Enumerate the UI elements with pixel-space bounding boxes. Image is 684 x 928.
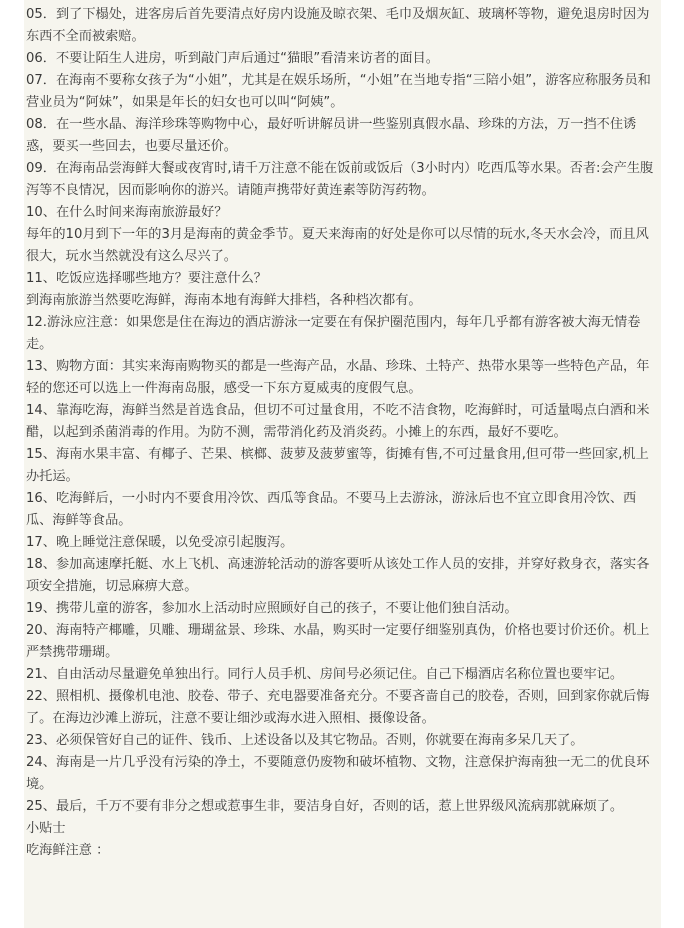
paragraph-16: 16、吃海鲜后，一小时内不要食用冷饮、西瓜等食品。不要马上去游泳，游泳后也不宜立即食用冷饮、西瓜、海鲜等食品。 xyxy=(26,491,637,528)
seafood-notes-heading: 吃海鲜注意 ： xyxy=(26,843,110,858)
question-10: 10、在什么时间来海南旅游最好？ xyxy=(26,205,228,220)
article-body xyxy=(24,0,661,928)
paragraph-15: 15、海南水果丰富、有椰子、芒果、槟榔、菠萝及菠萝蜜等，街摊有售,不可过量食用,但可带一些回家,机上办托运。 xyxy=(26,447,649,484)
paragraph-21: 21、自由活动尽量避免单独出行。同行人员手机、房间号必须记住。自己下榻酒店名称位置也要牢记。 xyxy=(26,667,624,682)
tips-heading: 小贴士 xyxy=(26,821,66,836)
paragraph-08: 08．在一些水晶、海洋珍珠等购物中心，最好听讲解员讲一些鉴别真假水晶、珍珠的方法，万一挡不住诱惑，要买一些回去，也要尽量还价。 xyxy=(26,117,637,154)
paragraph-24: 24、海南是一片几乎没有污染的净土，不要随意仍废物和破坏植物、文物，注意保护海南独一无二的优良环境。 xyxy=(26,755,650,792)
paragraph-09: 09．在海南品尝海鲜大餐或夜宵时,请千万注意不能在饭前或饭后（3小时内）吃西瓜等水果。否者:会产生腹泻等不良情况，因而影响你的游兴。请随声携带好黄连素等防泻药物。 xyxy=(26,161,654,198)
paragraph-12: 12.游泳应注意：如果您是住在海边的酒店游泳一定要在有保护圈范围内，每年几乎都有游客被大海无情卷走。 xyxy=(26,315,641,352)
paragraph-17: 17、晚上睡觉注意保暖，以免受凉引起腹泻。 xyxy=(26,535,294,550)
paragraph-13: 13、购物方面：其实来海南购物买的都是一些海产品，水晶、珍珠、土特产、热带水果等一些特色产品，年轻的您还可以选上一件海南岛服，感受一下东方夏威夷的度假气息。 xyxy=(26,359,650,396)
paragraph-06: 06．不要让陌生人进房，听到敲门声后通过“猫眼”看清来访者的面目。 xyxy=(26,51,439,66)
paragraph-18: 18、参加高速摩托艇、水上飞机、高速游轮活动的游客要听从该处工作人员的安排，并穿好救身衣，落实各项安全措施，切忌麻痹大意。 xyxy=(26,557,650,594)
paragraph-05: 05．到了下榻处，进客房后首先要清点好房内设施及晾衣架、毛巾及烟灰缸、玻璃杯等物，避免退房时因为东西不全而被索赔。 xyxy=(26,7,650,44)
paragraph-14: 14、靠海吃海，海鲜当然是首选食品，但切不可过量食用，不吃不洁食物，吃海鲜时，可适量喝点白酒和米醋，以起到杀菌消毒的作用。为防不测，需带消化药及消炎药。小摊上的东西，最好不要吃。 xyxy=(26,403,650,440)
paragraph-22: 22、照相机、摄像机电池、胶卷、带子、充电器要准备充分。不要吝啬自己的胶卷，否则，回到家你就后悔了。在海边沙滩上游玩，注意不要让细沙或海水进入照相、摄像设备。 xyxy=(26,689,650,726)
question-11: 11、吃饭应选择哪些地方？要注意什么？ xyxy=(26,271,267,286)
answer-10: 每年的10月到下一年的3月是海南的黄金季节。夏天来海南的好处是你可以尽情的玩水,冬天水会冷，而且风很大，玩水当然就没有这么尽兴了。 xyxy=(26,227,649,264)
article-text xyxy=(24,0,661,862)
paragraph-25: 25、最后，千万不要有非分之想或惹事生非，要洁身自好，否则的话，惹上世界级风流病那就麻烦了。 xyxy=(26,799,624,814)
paragraph-07: 07．在海南不要称女孩子为“小姐”，尤其是在娱乐场所，“小姐”在当地专指“三陪小姐”，游客应称服务员和营业员为“阿妹”，如果是年长的妇女也可以叫“阿姨”。 xyxy=(26,73,651,110)
paragraph-23: 23、必须保管好自己的证件、钱币、上述设备以及其它物品。否则，你就要在海南多呆几天了。 xyxy=(26,733,584,748)
answer-11: 到海南旅游当然要吃海鲜，海南本地有海鲜大排档，各种档次都有。 xyxy=(26,293,422,308)
paragraph-19: 19、携带儿童的游客，参加水上活动时应照顾好自己的孩子，不要让他们独自活动。 xyxy=(26,601,518,616)
paragraph-20: 20、海南特产椰雕，贝雕、珊瑚盆景、珍珠、水晶，购买时一定要仔细鉴别真伪，价格也要讨价还价。机上严禁携带珊瑚。 xyxy=(26,623,650,660)
